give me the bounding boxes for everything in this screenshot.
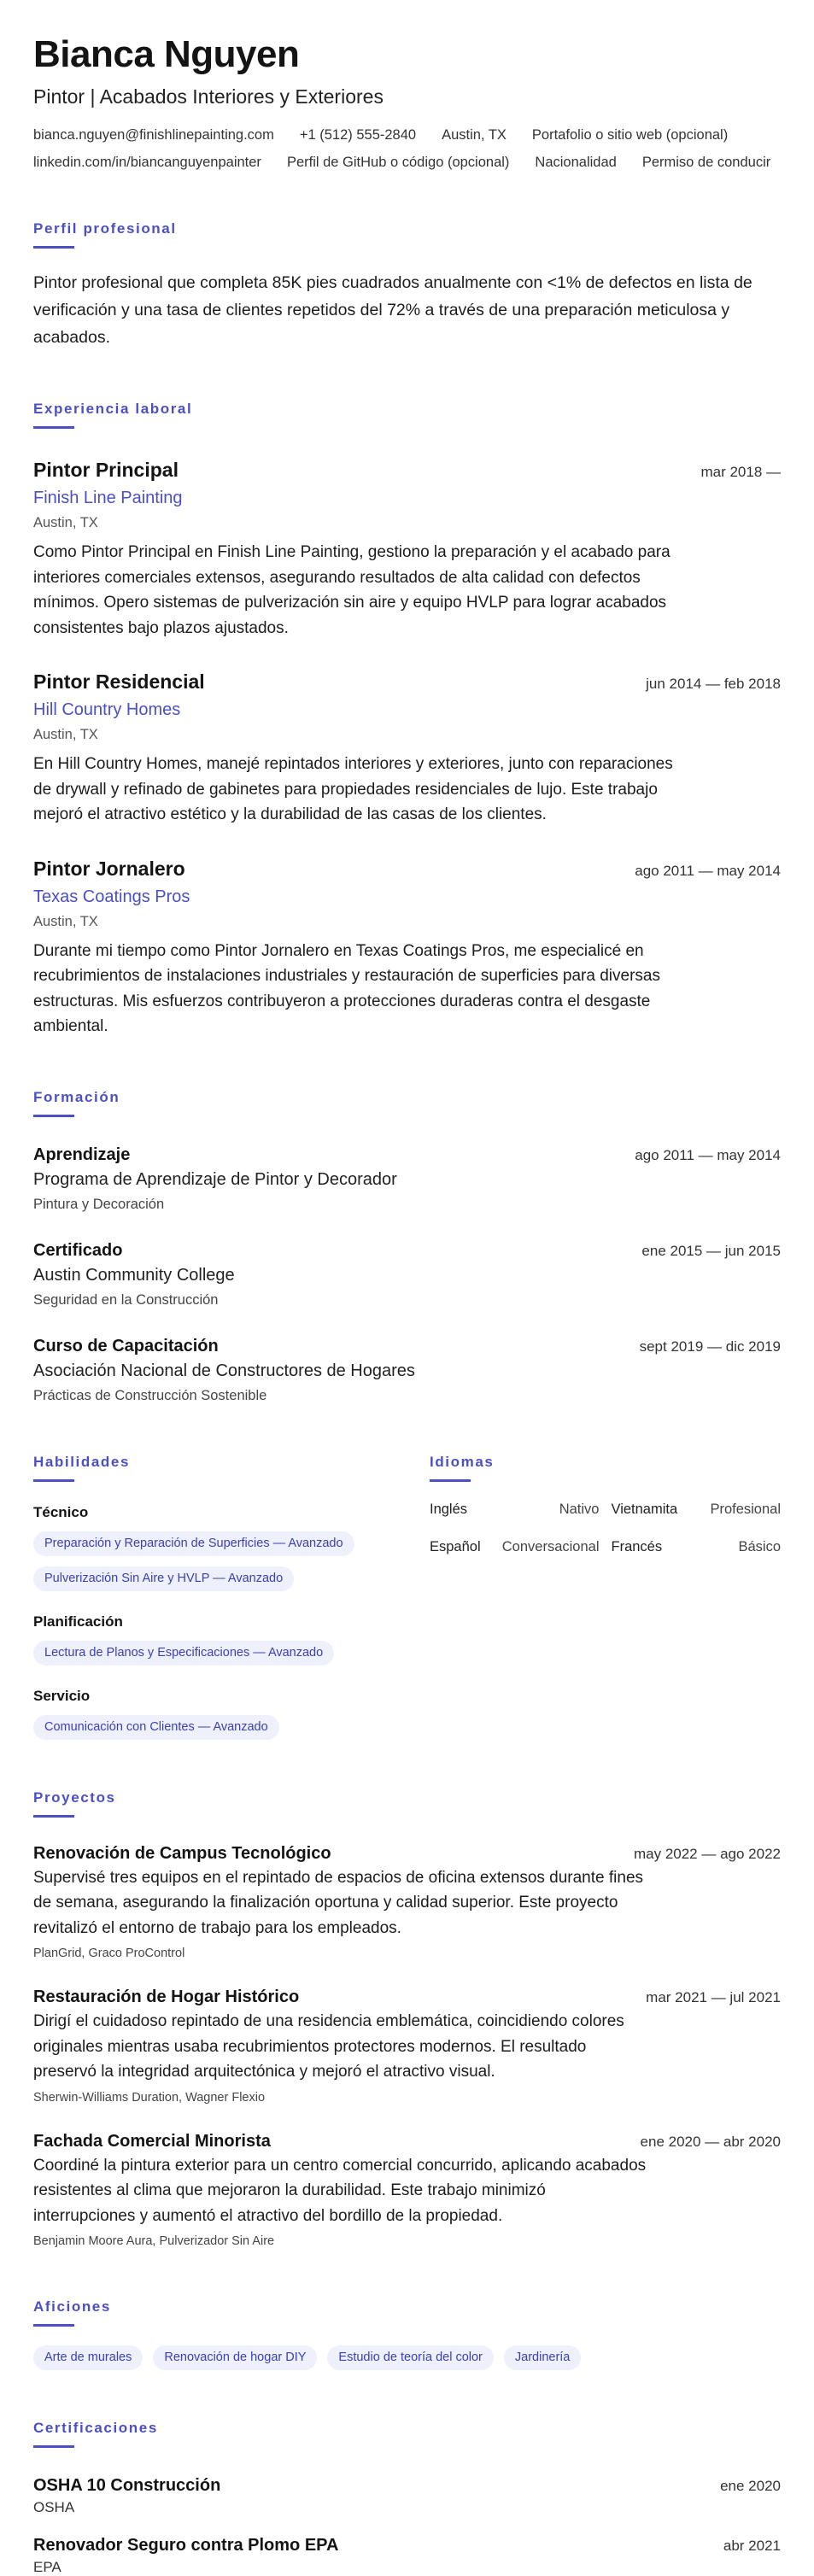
job-location: Austin, TX (33, 727, 98, 742)
skill-chip-list (33, 1531, 430, 1591)
job-title: Pintor Residencial (33, 670, 205, 693)
hobby-chip-list (33, 2345, 781, 2370)
projects-section (33, 1789, 781, 2250)
contact-portfolio[interactable]: Portafolio o sitio web (opcional) (531, 127, 729, 143)
contact-phone[interactable]: +1 (512) 555-2840 (299, 127, 417, 143)
education-date: ago 2011 — may 2014 (635, 1146, 781, 1163)
contact-list (33, 126, 781, 171)
education-type: Aprendizaje (33, 1145, 131, 1164)
language-name: Español (430, 1538, 481, 1554)
job-title: Pintor Jornalero (33, 857, 185, 880)
hobbies-section (33, 2298, 781, 2370)
job-description: En Hill Country Homes, manejé repintados interiores y exteriores, junto con reparaciones de drywall y refinado de gabinetes para propiedades residenciales de lujo. Este trabajo mejoró el atractivo estético y la durabilidad de las casas de los clientes. (33, 755, 673, 823)
education-type: Curso de Capacitación (33, 1336, 219, 1355)
job-date: ago 2011 — may 2014 (635, 862, 781, 879)
candidate-name: Bianca Nguyen (33, 33, 300, 75)
project-date: ene 2020 — abr 2020 (640, 2133, 781, 2150)
language-level: Nativo (559, 1501, 600, 1517)
education-field: Pintura y Decoración (33, 1196, 165, 1212)
certification-date: ene 2020 (720, 2478, 781, 2494)
job-entry (33, 458, 781, 641)
education-institution: Programa de Aprendizaje de Pintor y Decorador (33, 1169, 397, 1189)
hobby-chip: Jardinería (504, 2345, 581, 2370)
section-title-skills: Habilidades (33, 1453, 131, 1470)
language-item (612, 1538, 782, 1555)
section-divider (33, 2324, 74, 2327)
section-title-summary: Perfil profesional (33, 220, 177, 237)
certification-name: OSHA 10 Construcción (33, 2476, 221, 2495)
language-item (612, 1501, 782, 1518)
skill-chip: Lectura de Planos y Especificaciones — Avanzado (33, 1641, 334, 1666)
job-company[interactable]: Finish Line Painting (33, 489, 183, 507)
project-description: Dirigí el cuidadoso repintado de una residencia emblemática, coincidiendo colores originales mientras usaba recubrimientos protectores modernos. El resultado preservó la integridad arquitectónica y mejoró el atractivo visual. (33, 2012, 624, 2081)
skills-section (33, 1454, 430, 1740)
hobby-chip: Estudio de teoría del color (327, 2345, 493, 2370)
project-tools: Benjamin Moore Aura, Pulverizador Sin Aire (33, 2234, 275, 2248)
job-date: mar 2018 — (700, 464, 781, 480)
section-divider (430, 1479, 471, 1482)
skill-category: Servicio (33, 1687, 91, 1704)
experience-section (33, 401, 781, 1039)
skill-category: Técnico (33, 1503, 89, 1520)
candidate-headline: Pintor | Acabados Interiores y Exteriores (33, 85, 384, 108)
section-title-certifications: Certificaciones (33, 2420, 158, 2436)
languages-section (430, 1454, 781, 1740)
job-description: Como Pintor Principal en Finish Line Painting, gestiono la preparación y el acabado para interiores comerciales extensos, asegurando resultados de alta calidad con defectos mínimos. Opero sistemas de pulverización sin aire y equipo HVLP para lograr acabados consistentes bajo plazos ajustados. (33, 543, 671, 637)
contact-license: Permiso de conducir (641, 155, 771, 170)
section-divider (33, 246, 74, 249)
language-level: Básico (738, 1538, 781, 1554)
project-entry (33, 2131, 781, 2250)
education-entry (33, 1336, 781, 1404)
education-entry (33, 1240, 781, 1308)
language-name: Vietnamita (611, 1501, 678, 1517)
skill-category: Planificación (33, 1613, 123, 1630)
section-divider (33, 426, 74, 429)
contact-location: Austin, TX (442, 127, 507, 143)
skill-chip: Comunicación con Clientes — Avanzado (33, 1715, 279, 1740)
certification-entry (33, 2475, 781, 2516)
job-entry (33, 857, 781, 1039)
language-name: Inglés (430, 1501, 468, 1517)
project-description: Supervisé tres equipos en el repintado de espacios de oficina extensos durante fines de semana, asegurando la finalización oportuna y calidad superior. Este proyecto revitalizó el entorno de trabajo para los empleados. (33, 1868, 644, 1937)
section-divider (33, 1479, 74, 1482)
section-title-languages: Idiomas (430, 1453, 495, 1470)
section-title-experience: Experiencia laboral (33, 401, 193, 417)
language-list (430, 1501, 781, 1555)
project-tools: Sherwin-Williams Duration, Wagner Flexio (33, 2090, 266, 2105)
job-description: Durante mi tiempo como Pintor Jornalero en Texas Coatings Pros, me especialicé en recubrimientos de instalaciones industriales y restauración de superficies para diversas estructuras. Mis esfuerzos contribuyeron a protecciones duraderas contra el desgaste ambiental. (33, 941, 660, 1035)
education-institution: Austin Community College (33, 1265, 235, 1285)
job-location: Austin, TX (33, 515, 98, 530)
project-entry (33, 1987, 781, 2105)
language-name: Francés (611, 1538, 663, 1554)
section-title-education: Formación (33, 1088, 120, 1105)
job-date: jun 2014 — feb 2018 (646, 676, 781, 692)
resume-header (33, 32, 781, 171)
education-section (33, 1089, 781, 1404)
education-entry (33, 1145, 781, 1213)
hobby-chip: Arte de murales (33, 2345, 143, 2370)
job-title: Pintor Principal (33, 459, 179, 481)
section-title-projects: Proyectos (33, 1789, 116, 1806)
section-divider (33, 2445, 74, 2448)
job-location: Austin, TX (33, 913, 98, 929)
project-tools: PlanGrid, Graco ProControl (33, 1947, 185, 1960)
project-title: Restauración de Hogar Histórico (33, 1988, 300, 2006)
section-divider (33, 1815, 74, 1818)
skill-chip: Pulverización Sin Aire y HVLP — Avanzado (33, 1566, 294, 1591)
job-company[interactable]: Texas Coatings Pros (33, 887, 190, 906)
language-level: Conversacional (501, 1538, 600, 1554)
certification-date: abr 2021 (723, 2538, 781, 2554)
contact-github[interactable]: Perfil de GitHub o código (opcional) (286, 155, 510, 170)
skills-languages-row (33, 1454, 781, 1740)
hobby-chip: Renovación de hogar DIY (153, 2345, 317, 2370)
skill-chip-list (33, 1715, 430, 1740)
project-description: Coordiné la pintura exterior para un centro comercial concurrido, aplicando acabados resistentes al clima que mejoraron la durabilidad. Este trabajo minimizó interrupciones y aumentó el atractivo del bordillo de la propiedad. (33, 2156, 647, 2225)
certification-issuer: OSHA (33, 2499, 75, 2515)
certification-issuer: EPA (33, 2559, 61, 2575)
job-entry (33, 670, 781, 828)
section-title-hobbies: Aficiones (33, 2298, 111, 2315)
education-institution: Asociación Nacional de Constructores de Hogares (33, 1361, 415, 1380)
project-entry (33, 1843, 781, 1962)
certification-name: Renovador Seguro contra Plomo EPA (33, 2536, 339, 2555)
language-item (430, 1538, 600, 1555)
education-date: sept 2019 — dic 2019 (639, 1338, 781, 1355)
skill-chip: Preparación y Reparación de Superficies — Avanzado (33, 1531, 354, 1556)
language-level: Profesional (710, 1501, 781, 1517)
skill-chip-list (33, 1641, 430, 1666)
project-title: Fachada Comercial Minorista (33, 2131, 271, 2151)
education-type: Certificado (33, 1240, 123, 1260)
summary-text: Pintor profesional que completa 85K pies cuadrados anualmente con <1% de defectos en lista de verificación y una tasa de clientes repetidos del 72% a través de una preparación meticulosa y acabados. (33, 273, 753, 347)
project-date: mar 2021 — jul 2021 (646, 1989, 781, 2005)
section-divider (33, 1115, 74, 1117)
language-item (430, 1501, 600, 1518)
project-date: may 2022 — ago 2022 (633, 1845, 781, 1862)
contact-linkedin[interactable]: linkedin.com/in/biancanguyenpainter (33, 155, 261, 170)
summary-section (33, 220, 781, 351)
project-title: Renovación de Campus Tecnológico (33, 1843, 331, 1863)
education-field: Seguridad en la Construcción (33, 1291, 219, 1308)
certification-entry (33, 2535, 781, 2576)
contact-email[interactable]: bianca.nguyen@finishlinepainting.com (33, 127, 274, 143)
job-company[interactable]: Hill Country Homes (33, 700, 181, 719)
certifications-section (33, 2420, 781, 2576)
contact-nationality: Nacionalidad (535, 155, 617, 170)
education-field: Prácticas de Construcción Sostenible (33, 1387, 267, 1403)
education-date: ene 2015 — jun 2015 (641, 1242, 781, 1259)
